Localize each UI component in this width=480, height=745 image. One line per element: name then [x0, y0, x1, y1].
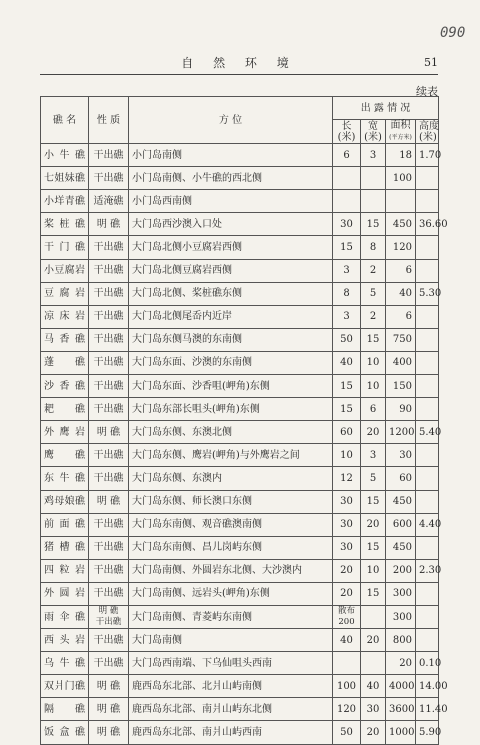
- table-cell: 干出礁: [89, 351, 129, 374]
- table-cell: 18: [386, 144, 416, 167]
- table-cell: [416, 375, 439, 398]
- table-cell: 0.10: [416, 652, 439, 675]
- running-title: 自 然 环 境: [181, 56, 297, 70]
- table-cell: 4.40: [416, 513, 439, 536]
- table-cell: 干出礁: [89, 467, 129, 490]
- table-cell: 20: [333, 582, 361, 605]
- table-cell: 60: [333, 421, 361, 444]
- table-cell: 100: [333, 675, 361, 698]
- table-cell: 450: [386, 536, 416, 559]
- table-cell: 20: [386, 652, 416, 675]
- table-cell: 蓬礁: [41, 351, 89, 374]
- table-cell: 七姐妹礁: [41, 167, 89, 190]
- table-cell: 明 礁: [89, 421, 129, 444]
- table-cell: 干出礁: [89, 398, 129, 421]
- table-row: [41, 605, 439, 628]
- table-cell: 3: [361, 144, 386, 167]
- table-row: [41, 328, 439, 351]
- table-cell: [416, 444, 439, 467]
- table-cell: 雨伞礁: [41, 605, 89, 628]
- table-cell: 明 礁: [89, 698, 129, 721]
- table-cell: 2: [361, 305, 386, 328]
- table-cell: [361, 652, 386, 675]
- table-row: [41, 259, 439, 282]
- table-cell: 10: [361, 559, 386, 582]
- table-cell: [386, 190, 416, 213]
- table-cell: 120: [333, 698, 361, 721]
- table-row: [41, 559, 439, 582]
- table-cell: 干出礁: [89, 144, 129, 167]
- table-cell: 大门岛北侧尾岙内近岸: [129, 305, 333, 328]
- table-cell: 大门岛南侧、外圆岩东北侧、大沙澳内: [129, 559, 333, 582]
- table-cell: 40: [361, 675, 386, 698]
- table-cell: 10: [361, 375, 386, 398]
- table-row: [41, 721, 439, 744]
- table-row: [41, 213, 439, 236]
- table-cell: [333, 190, 361, 213]
- table-cell: [416, 328, 439, 351]
- table-cell: [416, 536, 439, 559]
- table-cell: 大门岛东侧、东澳内: [129, 467, 333, 490]
- table-cell: 桨桩礁: [41, 213, 89, 236]
- table-cell: 5.30: [416, 282, 439, 305]
- table-cell: 干出礁: [89, 536, 129, 559]
- table-row: [41, 282, 439, 305]
- table-row: [41, 652, 439, 675]
- table-cell: 外鹰岩: [41, 421, 89, 444]
- table-row: [41, 582, 439, 605]
- table-cell: [416, 259, 439, 282]
- table-cell: 300: [386, 582, 416, 605]
- table-cell: 干出礁: [89, 259, 129, 282]
- table-cell: 150: [386, 375, 416, 398]
- table-cell: 适淹礁: [89, 190, 129, 213]
- table-cell: 大门岛北侧小豆腐岩西侧: [129, 236, 333, 259]
- table-cell: 15: [333, 398, 361, 421]
- table-cell: 40: [333, 351, 361, 374]
- table-cell: 干门礁: [41, 236, 89, 259]
- table-cell: 120: [386, 236, 416, 259]
- table-cell: 3: [333, 305, 361, 328]
- table-row: [41, 467, 439, 490]
- table-cell: 明 礁: [89, 675, 129, 698]
- table-cell: [416, 582, 439, 605]
- table-cell: 20: [361, 721, 386, 744]
- table-cell: 3: [361, 444, 386, 467]
- table-row: [41, 398, 439, 421]
- table-cell: 40: [386, 282, 416, 305]
- reef-table: [40, 96, 448, 745]
- table-cell: 15: [361, 490, 386, 513]
- table-cell: 明 礁 干出礁: [89, 605, 129, 628]
- table-cell: 12: [333, 467, 361, 490]
- table-cell: 3600: [386, 698, 416, 721]
- page-number: 51: [424, 56, 438, 69]
- table-row: [41, 675, 439, 698]
- table-cell: 大门岛南侧、青菱屿东南侧: [129, 605, 333, 628]
- table-cell: 30: [333, 490, 361, 513]
- table-cell: 4000: [386, 675, 416, 698]
- table-cell: 50: [333, 328, 361, 351]
- table-cell: 干出礁: [89, 167, 129, 190]
- table-cell: 2: [361, 259, 386, 282]
- table-row: [41, 490, 439, 513]
- table-cell: 干出礁: [89, 513, 129, 536]
- table-cell: 大门岛北侧、桨桩礁东侧: [129, 282, 333, 305]
- header-area: 面积 (平方米): [386, 120, 416, 144]
- table-cell: 鹿西岛东北部、南爿山屿西南: [129, 721, 333, 744]
- table-row: [41, 698, 439, 721]
- table-cell: 大门岛南侧: [129, 629, 333, 652]
- table-cell: 800: [386, 629, 416, 652]
- table-cell: [416, 190, 439, 213]
- table-cell: 干出礁: [89, 652, 129, 675]
- table-cell: 大门岛东面、沙香咀(岬角)东侧: [129, 375, 333, 398]
- table-cell: 20: [361, 629, 386, 652]
- table-cell: 1200: [386, 421, 416, 444]
- table-cell: 隔礁: [41, 698, 89, 721]
- table-cell: 36.60: [416, 213, 439, 236]
- header-height: 高度 (米): [416, 120, 439, 144]
- table-cell: 大门岛东侧、东澳北侧: [129, 421, 333, 444]
- table-cell: 6: [361, 398, 386, 421]
- table-cell: 750: [386, 328, 416, 351]
- table-row: [41, 190, 439, 213]
- table-row: [41, 513, 439, 536]
- table-cell: 小垟青礁: [41, 190, 89, 213]
- table-cell: 大门岛西南端、下乌仙咀头西南: [129, 652, 333, 675]
- table-cell: 450: [386, 213, 416, 236]
- table-cell: 散布 200: [333, 605, 361, 628]
- table-cell: 30: [361, 698, 386, 721]
- table-cell: 鹰礁: [41, 444, 89, 467]
- table-cell: 沙香礁: [41, 375, 89, 398]
- table-cell: 1.70: [416, 144, 439, 167]
- table-cell: 大门岛西沙澳入口处: [129, 213, 333, 236]
- table-cell: [416, 167, 439, 190]
- table-cell: 300: [386, 605, 416, 628]
- table-cell: 6: [333, 144, 361, 167]
- table-cell: 5: [361, 467, 386, 490]
- continued-label: 续表: [416, 85, 438, 98]
- table-cell: [416, 629, 439, 652]
- table-cell: 干出礁: [89, 375, 129, 398]
- table-cell: [361, 190, 386, 213]
- table-row: [41, 236, 439, 259]
- page-header: [40, 52, 438, 75]
- table-cell: 60: [386, 467, 416, 490]
- table-row: [41, 305, 439, 328]
- table-cell: 鹿西岛东北部、南爿山屿东北侧: [129, 698, 333, 721]
- header-length: 长 (米): [333, 120, 361, 144]
- table-cell: 15: [333, 375, 361, 398]
- table-row: [41, 629, 439, 652]
- table-cell: [416, 398, 439, 421]
- table-cell: 大门岛东部长咀头(岬角)东侧: [129, 398, 333, 421]
- table-cell: 450: [386, 490, 416, 513]
- table-cell: 5.90: [416, 721, 439, 744]
- table-cell: 大门岛东南侧、昌儿岗屿东侧: [129, 536, 333, 559]
- table-cell: 小门岛西南侧: [129, 190, 333, 213]
- table-cell: 大门岛东侧、鹰岩(岬角)与外鹰岩之间: [129, 444, 333, 467]
- table-cell: 1000: [386, 721, 416, 744]
- table-row: [41, 167, 439, 190]
- table-cell: 干出礁: [89, 328, 129, 351]
- header-exposure: 出 露 情 况: [333, 97, 439, 120]
- table-cell: [361, 167, 386, 190]
- table-cell: 饭盒礁: [41, 721, 89, 744]
- table-cell: [361, 605, 386, 628]
- table-cell: 15: [361, 536, 386, 559]
- table-cell: 马香礁: [41, 328, 89, 351]
- table-cell: [416, 351, 439, 374]
- table-cell: 外圆岩: [41, 582, 89, 605]
- table-cell: 90: [386, 398, 416, 421]
- table-cell: 干出礁: [89, 629, 129, 652]
- table-cell: 大门岛东侧、师长澳口东侧: [129, 490, 333, 513]
- table-cell: [416, 605, 439, 628]
- table-row: [41, 351, 439, 374]
- table-row: [41, 536, 439, 559]
- table-cell: 20: [361, 421, 386, 444]
- table-row: [41, 444, 439, 467]
- table-cell: 30: [333, 213, 361, 236]
- table-cell: 大门岛东侧马澳的东南侧: [129, 328, 333, 351]
- table-cell: 20: [333, 559, 361, 582]
- table-cell: 小门岛南侧、小牛礁的西北侧: [129, 167, 333, 190]
- page-stamp: 090: [440, 25, 466, 41]
- table-cell: 100: [386, 167, 416, 190]
- table-cell: 小豆腐岩: [41, 259, 89, 282]
- table-cell: 干出礁: [89, 282, 129, 305]
- table-cell: 2.30: [416, 559, 439, 582]
- table-cell: 10: [361, 351, 386, 374]
- table-cell: [416, 305, 439, 328]
- table-cell: 20: [361, 513, 386, 536]
- header-name: 礁 名: [41, 97, 89, 144]
- table-cell: 东牛礁: [41, 467, 89, 490]
- table-cell: 200: [386, 559, 416, 582]
- table-cell: 凉床岩: [41, 305, 89, 328]
- table-cell: 大门岛北侧豆腐岩西侧: [129, 259, 333, 282]
- table-cell: 干出礁: [89, 444, 129, 467]
- table-cell: 6: [386, 305, 416, 328]
- table-cell: [333, 652, 361, 675]
- table-cell: 四粒岩: [41, 559, 89, 582]
- table-cell: [333, 167, 361, 190]
- table-row: [41, 144, 439, 167]
- table-cell: 8: [361, 236, 386, 259]
- header-nature: 性 质: [89, 97, 129, 144]
- table-cell: 15: [361, 582, 386, 605]
- table-cell: 10: [333, 444, 361, 467]
- table-cell: 耙礁: [41, 398, 89, 421]
- table-row: [41, 421, 439, 444]
- table-cell: 15: [361, 328, 386, 351]
- table-cell: 5.40: [416, 421, 439, 444]
- table-cell: 11.40: [416, 698, 439, 721]
- table-cell: 小牛礁: [41, 144, 89, 167]
- table-cell: 干出礁: [89, 582, 129, 605]
- header-location: 方 位: [129, 97, 333, 144]
- header-width: 宽 (米): [361, 120, 386, 144]
- table-cell: 3: [333, 259, 361, 282]
- table-cell: 15: [333, 236, 361, 259]
- table-cell: 6: [386, 259, 416, 282]
- table-cell: 干出礁: [89, 559, 129, 582]
- table-cell: 明 礁: [89, 721, 129, 744]
- table-cell: 30: [333, 513, 361, 536]
- table-cell: 600: [386, 513, 416, 536]
- table-cell: 大门岛东面、沙澳的东南侧: [129, 351, 333, 374]
- table-cell: [416, 467, 439, 490]
- table-cell: 前面礁: [41, 513, 89, 536]
- table-cell: 明 礁: [89, 490, 129, 513]
- table-cell: [416, 490, 439, 513]
- table-cell: [416, 236, 439, 259]
- table-cell: 鹿西岛东北部、北爿山屿南侧: [129, 675, 333, 698]
- table-cell: 40: [333, 629, 361, 652]
- table-cell: 小门岛南侧: [129, 144, 333, 167]
- table-cell: 猪槽礁: [41, 536, 89, 559]
- table-cell: 400: [386, 351, 416, 374]
- table-row: [41, 375, 439, 398]
- table-cell: 干出礁: [89, 305, 129, 328]
- table-cell: 大门岛南侧、远岩头(岬角)东侧: [129, 582, 333, 605]
- table-cell: 5: [361, 282, 386, 305]
- table-cell: 50: [333, 721, 361, 744]
- table-cell: 明 礁: [89, 213, 129, 236]
- table-cell: 鸡母娘礁: [41, 490, 89, 513]
- table-cell: 8: [333, 282, 361, 305]
- table-cell: 30: [333, 536, 361, 559]
- table-cell: 15: [361, 213, 386, 236]
- table-cell: 西头岩: [41, 629, 89, 652]
- table-cell: 乌牛礁: [41, 652, 89, 675]
- table-cell: 豆腐岩: [41, 282, 89, 305]
- table-cell: 30: [386, 444, 416, 467]
- table-cell: 14.00: [416, 675, 439, 698]
- table-cell: 大门岛东南侧、观音礁澳南侧: [129, 513, 333, 536]
- table-cell: 双爿门礁: [41, 675, 89, 698]
- table-cell: 干出礁: [89, 236, 129, 259]
